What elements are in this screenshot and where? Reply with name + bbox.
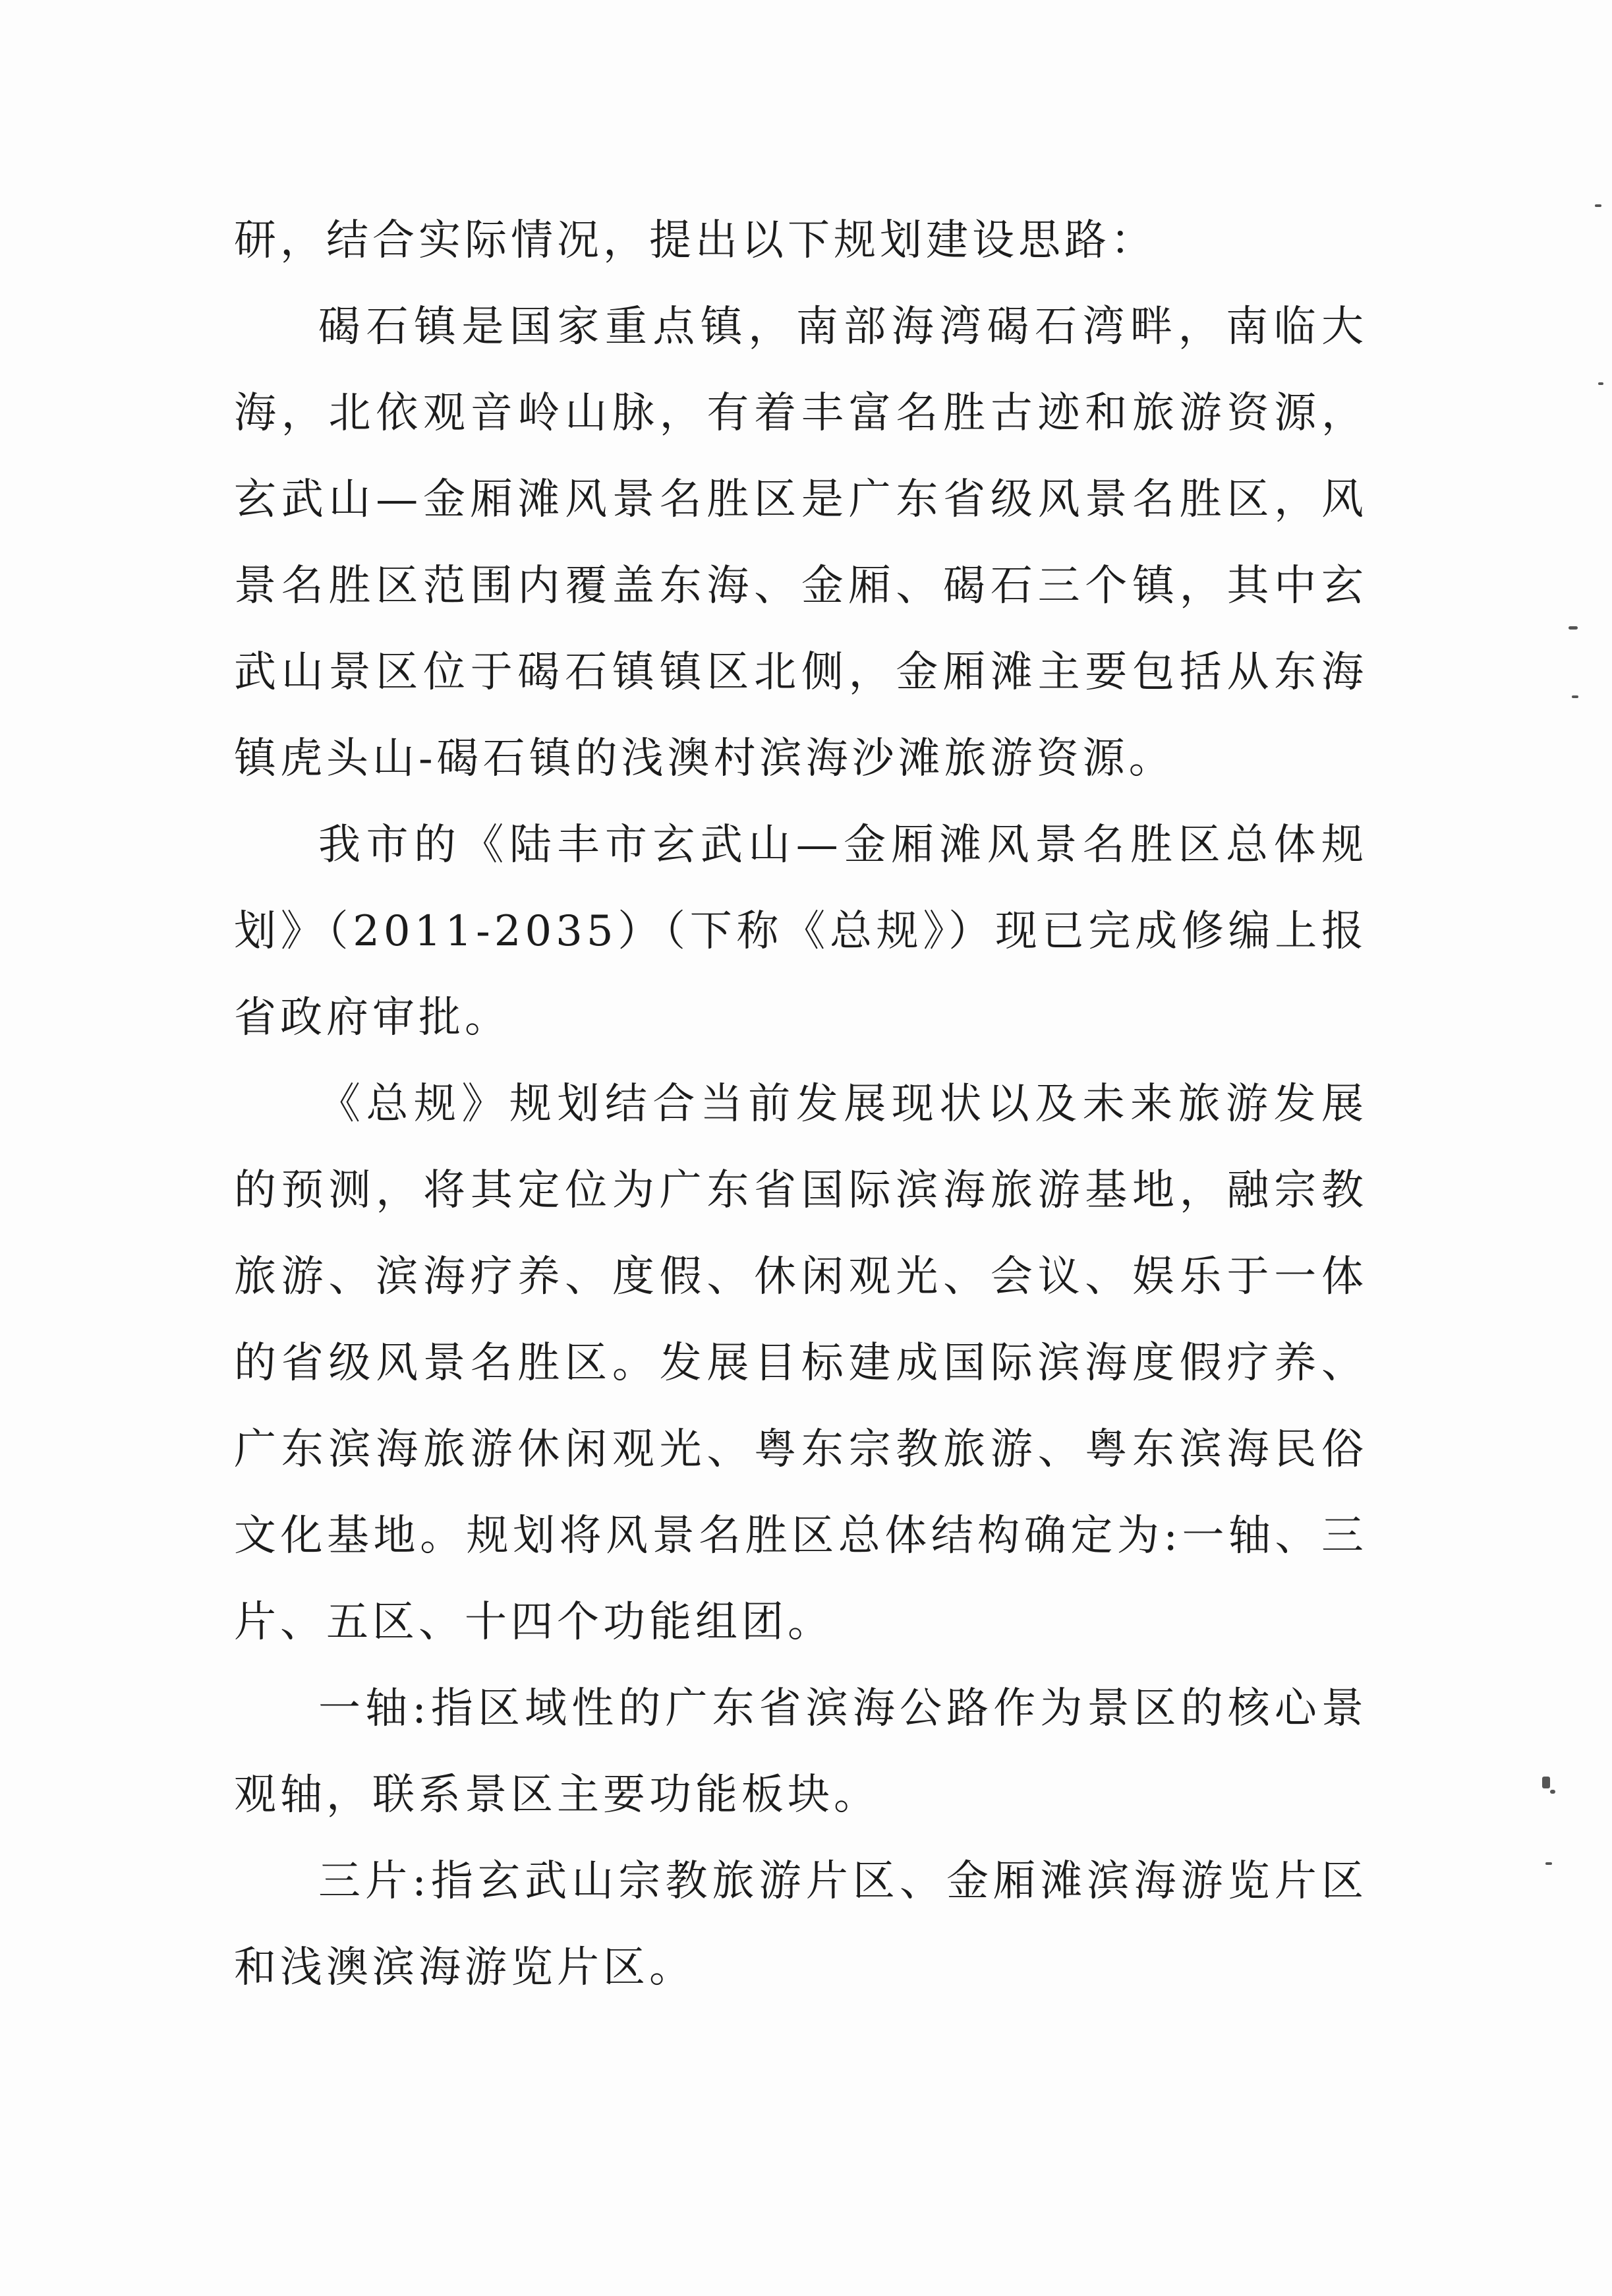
scan-mark [1595,204,1601,207]
scan-mark [1550,1790,1555,1794]
paragraph-three-zones: 三片:指玄武山宗教旅游片区、金厢滩滨海游览片区和浅澳滨海游览片区。 [234,1857,1367,1992]
paragraph-jieshi-town: 碣石镇是国家重点镇，南部海湾碣石湾畔，南临大海，北依观音岭山脉，有着丰富名胜古迹和旅游资源，玄武山—金厢滩风景名胜区是广东省级风景名胜区，风景名胜区范围内覆盖东海、金厢、碣石三个镇，其中玄武山景区位于碣石镇镇区北侧，金厢滩主要包括从东海镇虎头山-碣石镇的浅澳村滨海沙滩旅游资源。 [234,303,1367,783]
scan-mark [1598,382,1603,385]
body-text [234,198,1367,2011]
scan-mark [1572,695,1578,698]
scan-mark [1569,626,1578,630]
scan-mark [1545,1862,1552,1865]
paragraph-plan-positioning: 《总规》规划结合当前发展现状以及未来旅游发展的预测，将其定位为广东省国际滨海旅游基地，融宗教旅游、滨海疗养、度假、休闲观光、会议、娱乐于一体的省级风景名胜区。发展目标建成国际滨海度假疗养、广东滨海旅游休闲观光、粤东宗教旅游、粤东滨海民俗文化基地。规划将风景名胜区总体结构确定为:一轴、三片、五区、十四个功能组团。 [234,1080,1367,1647]
scan-mark [1542,1777,1550,1788]
paragraph-one-axis: 一轴:指区域性的广东省滨海公路作为景区的核心景观轴，联系景区主要功能板块。 [234,1684,1367,1819]
paragraph-planning-intro: 研，结合实际情况，提出以下规划建设思路： [234,216,1157,265]
paragraph-master-plan: 我市的《陆丰市玄武山—金厢滩风景名胜区总体规划》（2011-2035）（下称《总规》）现已完成修编上报省政府审批。 [234,821,1367,1042]
